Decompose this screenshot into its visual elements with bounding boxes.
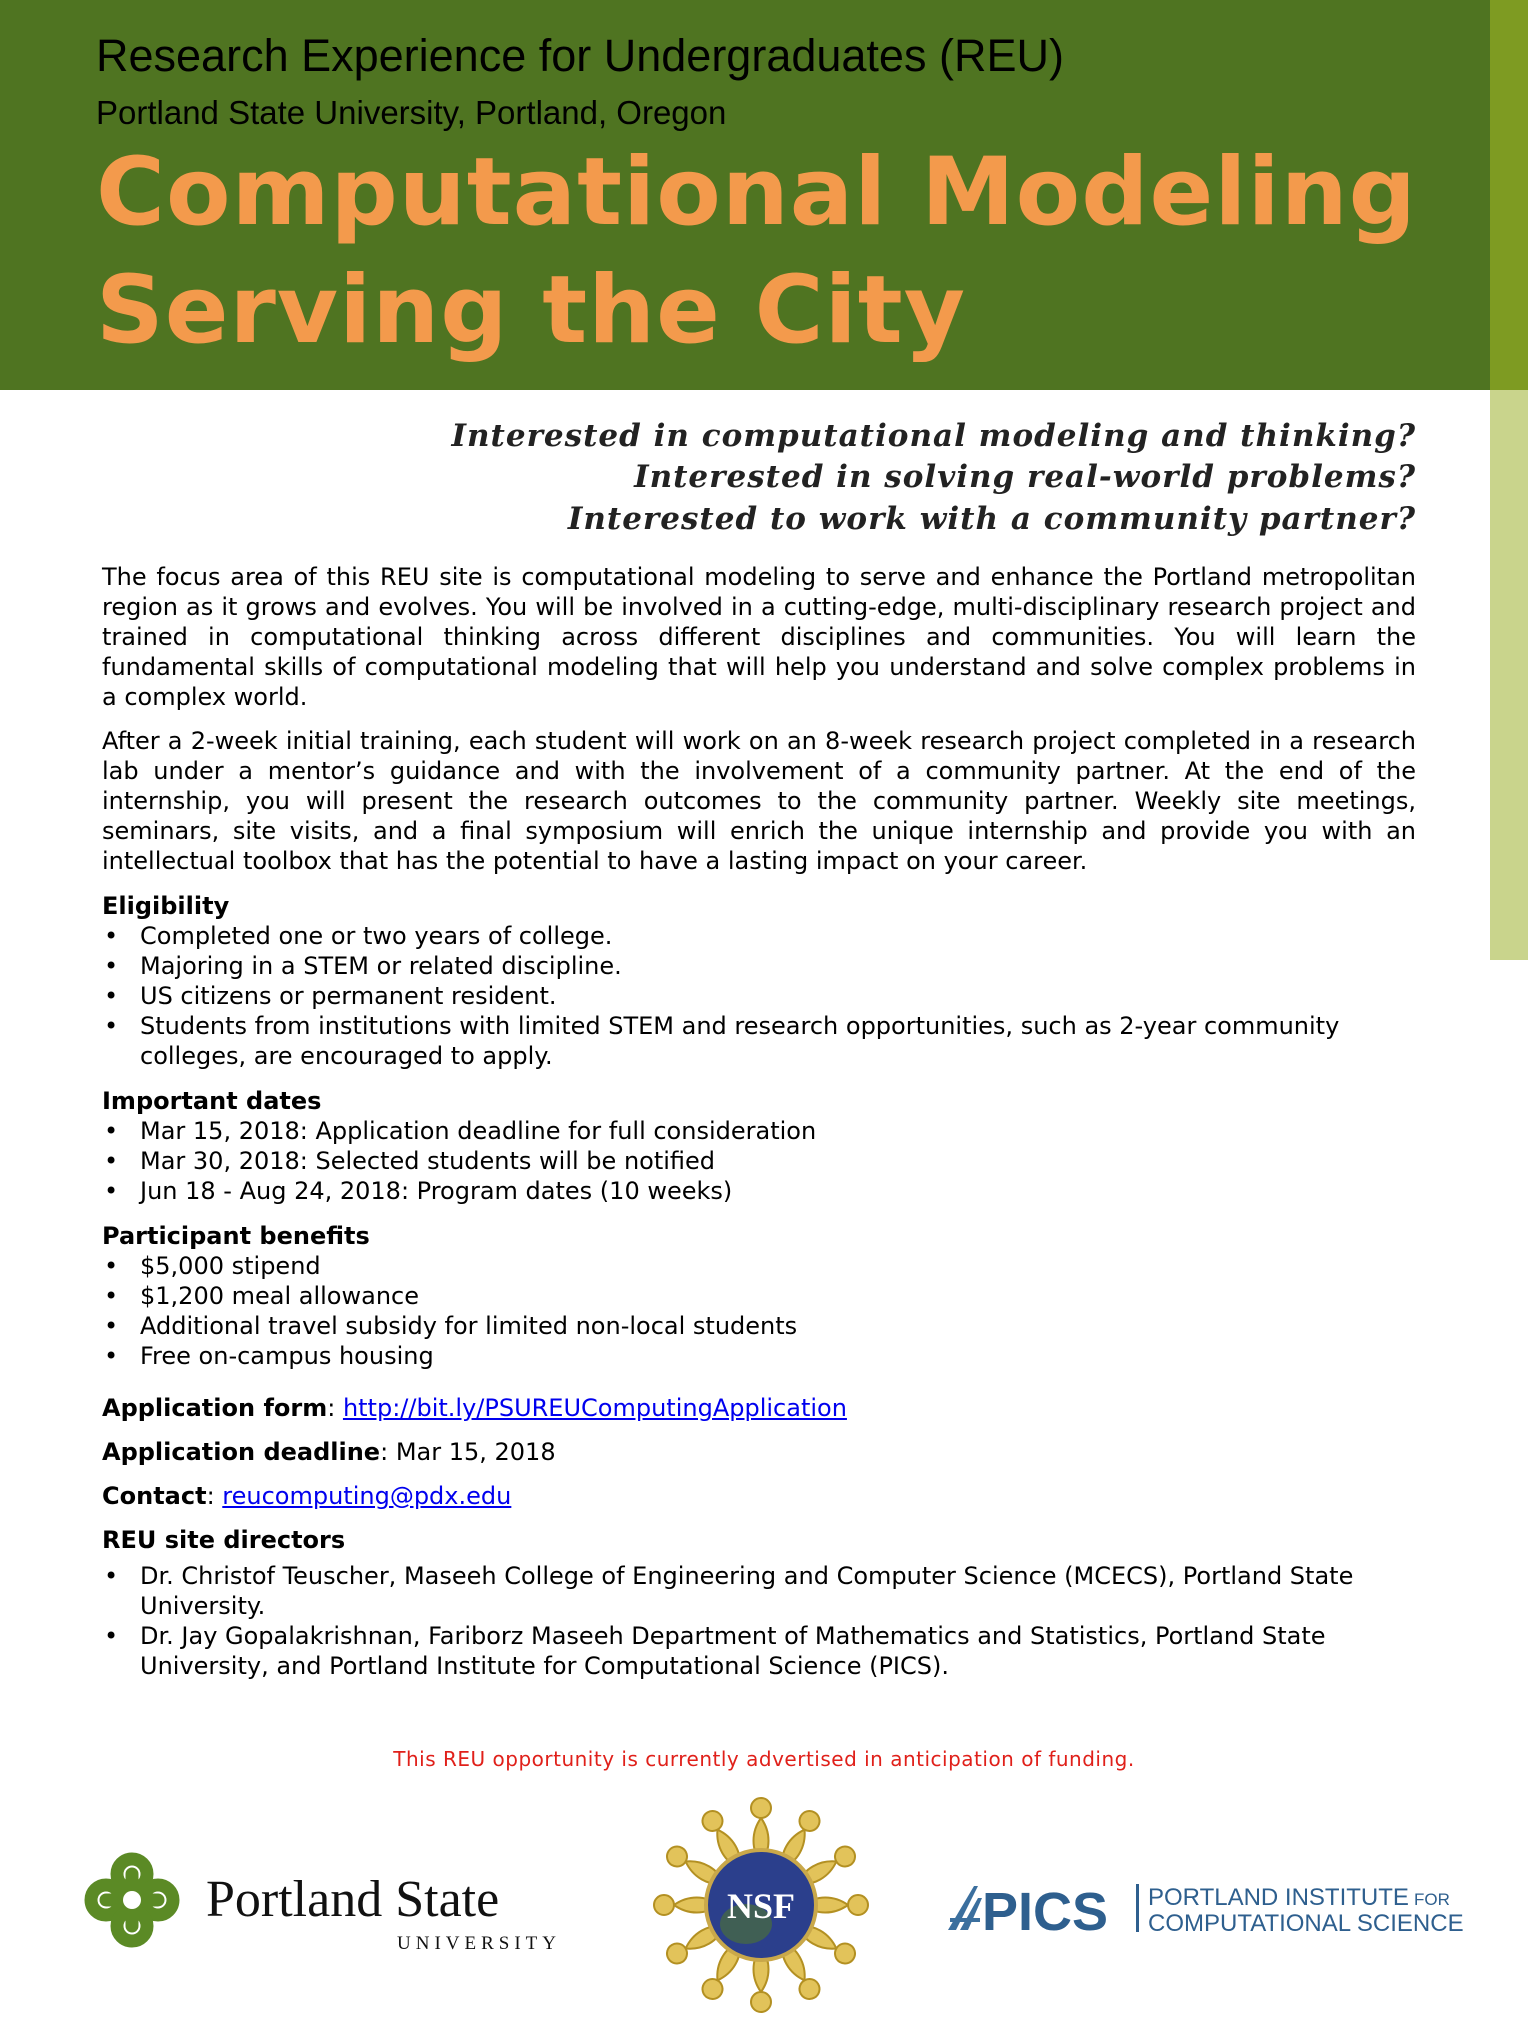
nsf-text: NSF — [726, 1886, 796, 1926]
header-banner — [0, 0, 1490, 390]
intro-paragraph: After a 2-week initial training, each student will work on an 8-week research project completed in a research lab under a mentor’s guidance and with the involvement of a community partner. At the end of the internship, you will present the research outcomes to the community partner. Weekly site meetings, seminars, site visits, and a final symposium will enrich the unique internship and provide you with an intellectual toolbox that has the potential to have a lasting impact on your career. — [102, 727, 1416, 875]
list-item: • Completed one or two years of college. — [102, 921, 1416, 951]
application-form-row: Application form: http://bit.ly/PSUREUComputingApplication — [102, 1394, 847, 1422]
application-form-link[interactable]: http://bit.ly/PSUREUComputingApplication — [342, 1394, 847, 1422]
list-item: • Students from institutions with limited STEM and research opportunities, such as 2-year community colleges, are encouraged to apply. — [102, 1011, 1416, 1071]
pics-name-line1: PORTLAND INSTITUTE — [1148, 1884, 1409, 1911]
application-form-label: Application form — [102, 1394, 328, 1422]
directors-list — [102, 1561, 1416, 1681]
main-content — [102, 562, 1416, 1681]
page-title-line-1: Computational Modeling — [96, 138, 1417, 247]
pics-mark-icon — [948, 1886, 982, 1930]
list-item: • $1,200 meal allowance — [102, 1281, 1416, 1311]
pics-name-for: FOR — [1414, 1890, 1450, 1909]
nsf-logo — [648, 1792, 874, 2018]
list-item: • Majoring in a STEM or related discipline. — [102, 951, 1416, 981]
tagline: Interested in solving real-world problems? — [634, 459, 1416, 495]
list-item: • US citizens or permanent resident. — [102, 981, 1416, 1011]
list-item: • Jun 18 - Aug 24, 2018: Program dates (10 weeks) — [102, 1176, 1416, 1206]
eligibility-list — [102, 921, 1416, 1071]
pics-name-line2: COMPUTATIONAL SCIENCE — [1148, 1910, 1464, 1937]
list-item: • Dr. Christof Teuscher, Maseeh College of Engineering and Computer Science (MCECS), Portland State University. — [102, 1561, 1416, 1621]
psu-subname: UNIVERSITY — [397, 1933, 561, 1952]
contact-row: Contact: reucomputing@pdx.edu — [102, 1482, 512, 1510]
list-item: • Free on-campus housing — [102, 1341, 1416, 1371]
psu-logo — [84, 1852, 584, 1952]
list-item: • Additional travel subsidy for limited non-local students — [102, 1311, 1416, 1341]
intro-paragraph: The focus area of this REU site is computational modeling to serve and enhance the Portland metropolitan region as it grows and evolves. You will be involved in a cutting-edge, multi-disciplinary research project and trained in computational thinking across different disciplines and communities. You will learn the fundamental skills of computational modeling that will help you understand and solve complex problems in a complex world. — [102, 563, 1416, 711]
benefits-list — [102, 1251, 1416, 1371]
program-name: Research Experience for Undergraduates (REU) — [96, 30, 1064, 81]
contact-label: Contact — [102, 1482, 207, 1510]
application-deadline-label: Application deadline — [102, 1438, 381, 1466]
benefits-heading: Participant benefits — [102, 1222, 370, 1250]
list-item: • $5,000 stipend — [102, 1251, 1416, 1281]
institution-location: Portland State University, Portland, Oregon — [96, 94, 727, 131]
side-accent-bar-light — [1490, 390, 1528, 960]
tagline: Interested in computational modeling and thinking? — [451, 418, 1416, 454]
dates-heading: Important dates — [102, 1087, 322, 1115]
list-item: • Mar 30, 2018: Selected students will be notified — [102, 1146, 1416, 1176]
side-accent-bar-dark — [1490, 0, 1528, 390]
dates-list — [102, 1116, 1416, 1206]
directors-heading: REU site directors — [102, 1526, 346, 1554]
pics-logo — [948, 1878, 1468, 1938]
contact-email-link[interactable]: reucomputing@pdx.edu — [222, 1482, 512, 1510]
eligibility-heading: Eligibility — [102, 892, 230, 920]
tagline: Interested to work with a community partner? — [567, 501, 1416, 537]
psu-name: Portland State — [206, 1871, 500, 1928]
application-deadline-value: Mar 15, 2018 — [395, 1438, 556, 1466]
list-item: • Dr. Jay Gopalakrishnan, Fariborz Maseeh Department of Mathematics and Statistics, Portland State University, and Portland Institute for Computational Science (PICS). — [102, 1621, 1416, 1681]
funding-note: This REU opportunity is currently advertised in anticipation of funding. — [393, 1747, 1135, 1771]
pics-short: PICS — [982, 1882, 1109, 1938]
list-item: • Mar 15, 2018: Application deadline for full consideration — [102, 1116, 1416, 1146]
page-title-line-2: Serving the City — [96, 256, 966, 365]
application-deadline-row: Application deadline: Mar 15, 2018 — [102, 1438, 556, 1466]
